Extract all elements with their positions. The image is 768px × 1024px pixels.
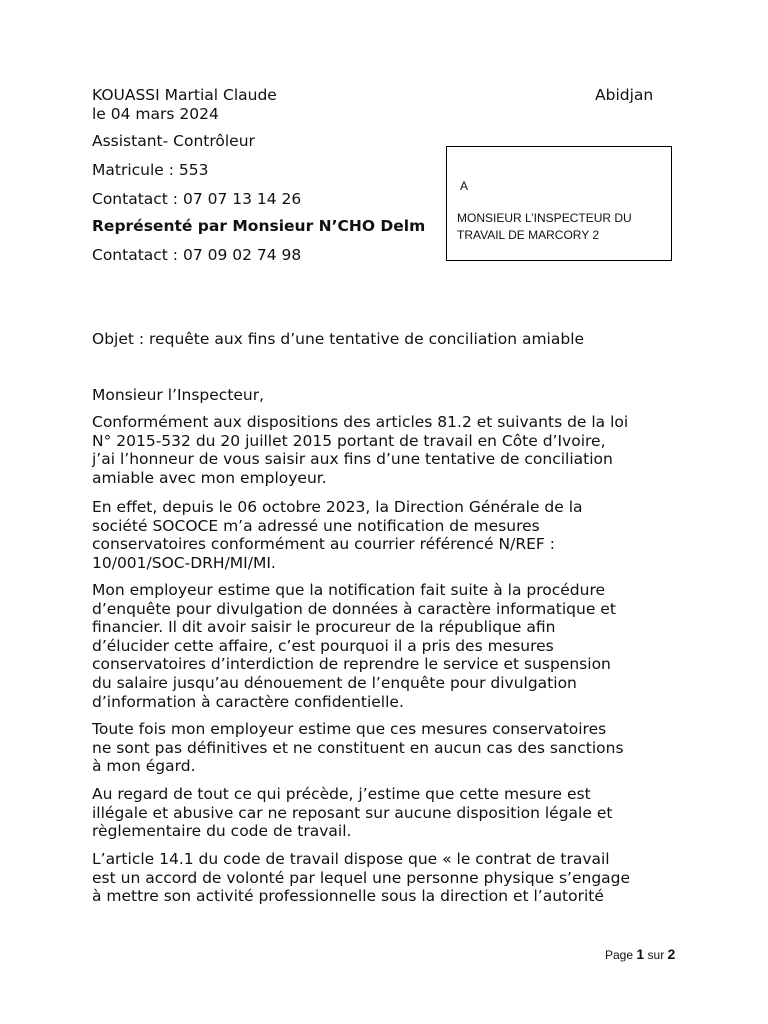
- paragraph-line: conservatoires conformément au courrier référencé N/REF :: [92, 535, 555, 554]
- sender-position: Assistant- Contrôleur: [92, 132, 255, 150]
- body-paragraph-2: [92, 498, 692, 572]
- paragraph-line: j’ai l’honneur de vous saisir aux fins d’une tentative de conciliation: [92, 450, 613, 469]
- sender-city: Abidjan: [595, 86, 654, 104]
- recipient-address-box: [446, 146, 672, 261]
- footer-total-pages: 2: [667, 946, 676, 962]
- paragraph-line: L’article 14.1 du code de travail dispose que « le contrat de travail: [92, 850, 610, 868]
- paragraph-line: 10/001/SOC-DRH/MI/MI.: [92, 553, 276, 572]
- recipient-line-1: MONSIEUR L’INSPECTEUR DU: [457, 211, 632, 225]
- representative-contact: Contatact : 07 09 02 74 98: [92, 246, 302, 264]
- page-number-footer: [605, 946, 675, 962]
- paragraph-line: amiable avec mon employeur.: [92, 468, 327, 487]
- footer-current-page: 1: [636, 946, 645, 962]
- paragraph-line: est un accord de volonté par lequel une personne physique s’engage: [92, 868, 631, 887]
- recipient-prefix: A: [460, 179, 469, 193]
- body-paragraph-1: [92, 413, 692, 487]
- paragraph-line: Au regard de tout ce qui précède, j’estime que cette mesure est: [92, 785, 591, 803]
- body-paragraph-6: [92, 850, 692, 906]
- letter-salutation: Monsieur l’Inspecteur,: [92, 386, 265, 404]
- body-paragraph-3: [92, 581, 692, 711]
- represented-by: Représenté par Monsieur N’CHO Delm: [92, 217, 426, 235]
- sender-contact: Contatact : 07 07 13 14 26: [92, 190, 302, 208]
- paragraph-line: à mon égard.: [92, 757, 196, 776]
- paragraph-line: d’information à caractère confidentielle.: [92, 692, 404, 711]
- letter-subject: Objet : requête aux fins d’une tentative de conciliation amiable: [92, 330, 585, 348]
- paragraph-line: financier. Il dit avoir saisir le procureur de la république afin: [92, 618, 556, 637]
- paragraph-line: N° 2015-532 du 20 juillet 2015 portant de travail en Côte d’Ivoire,: [92, 431, 606, 450]
- recipient-line-2: TRAVAIL DE MARCORY 2: [457, 228, 600, 242]
- paragraph-line: du salaire jusqu’au dénouement de l’enquête pour divulgation: [92, 673, 577, 692]
- paragraph-line: société SOCOCE m’a adressé une notification de mesures: [92, 516, 540, 535]
- letter-date: le 04 mars 2024: [92, 105, 219, 123]
- paragraph-line: d’enquête pour divulgation de données à caractère informatique et: [92, 599, 616, 618]
- paragraph-line: à mettre son activité professionnelle sous la direction et l’autorité: [92, 887, 604, 906]
- paragraph-line: Mon employeur estime que la notification fait suite à la procédure: [92, 581, 606, 599]
- paragraph-line: Conformément aux dispositions des articles 81.2 et suivants de la loi: [92, 413, 629, 431]
- footer-page-word: Page: [605, 948, 634, 962]
- paragraph-line: règlementaire du code de travail.: [92, 822, 352, 841]
- paragraph-line: illégale et abusive car ne reposant sur aucune disposition légale et: [92, 803, 613, 822]
- paragraph-line: ne sont pas définitives et ne constituent en aucun cas des sanctions: [92, 738, 624, 757]
- sender-matricule: Matricule : 553: [92, 161, 209, 179]
- paragraph-line: d’élucider cette affaire, c’est pourquoi il a pris des mesures: [92, 636, 554, 655]
- paragraph-line: conservatoires d’interdiction de reprendre le service et suspension: [92, 655, 611, 674]
- footer-of-word: sur: [647, 948, 665, 962]
- body-paragraph-4: [92, 720, 692, 776]
- paragraph-line: Toute fois mon employeur estime que ces mesures conservatoires: [92, 720, 607, 738]
- paragraph-line: En effet, depuis le 06 octobre 2023, la Direction Générale de la: [92, 498, 583, 516]
- body-paragraph-5: [92, 785, 692, 841]
- sender-name: KOUASSI Martial Claude: [92, 86, 277, 104]
